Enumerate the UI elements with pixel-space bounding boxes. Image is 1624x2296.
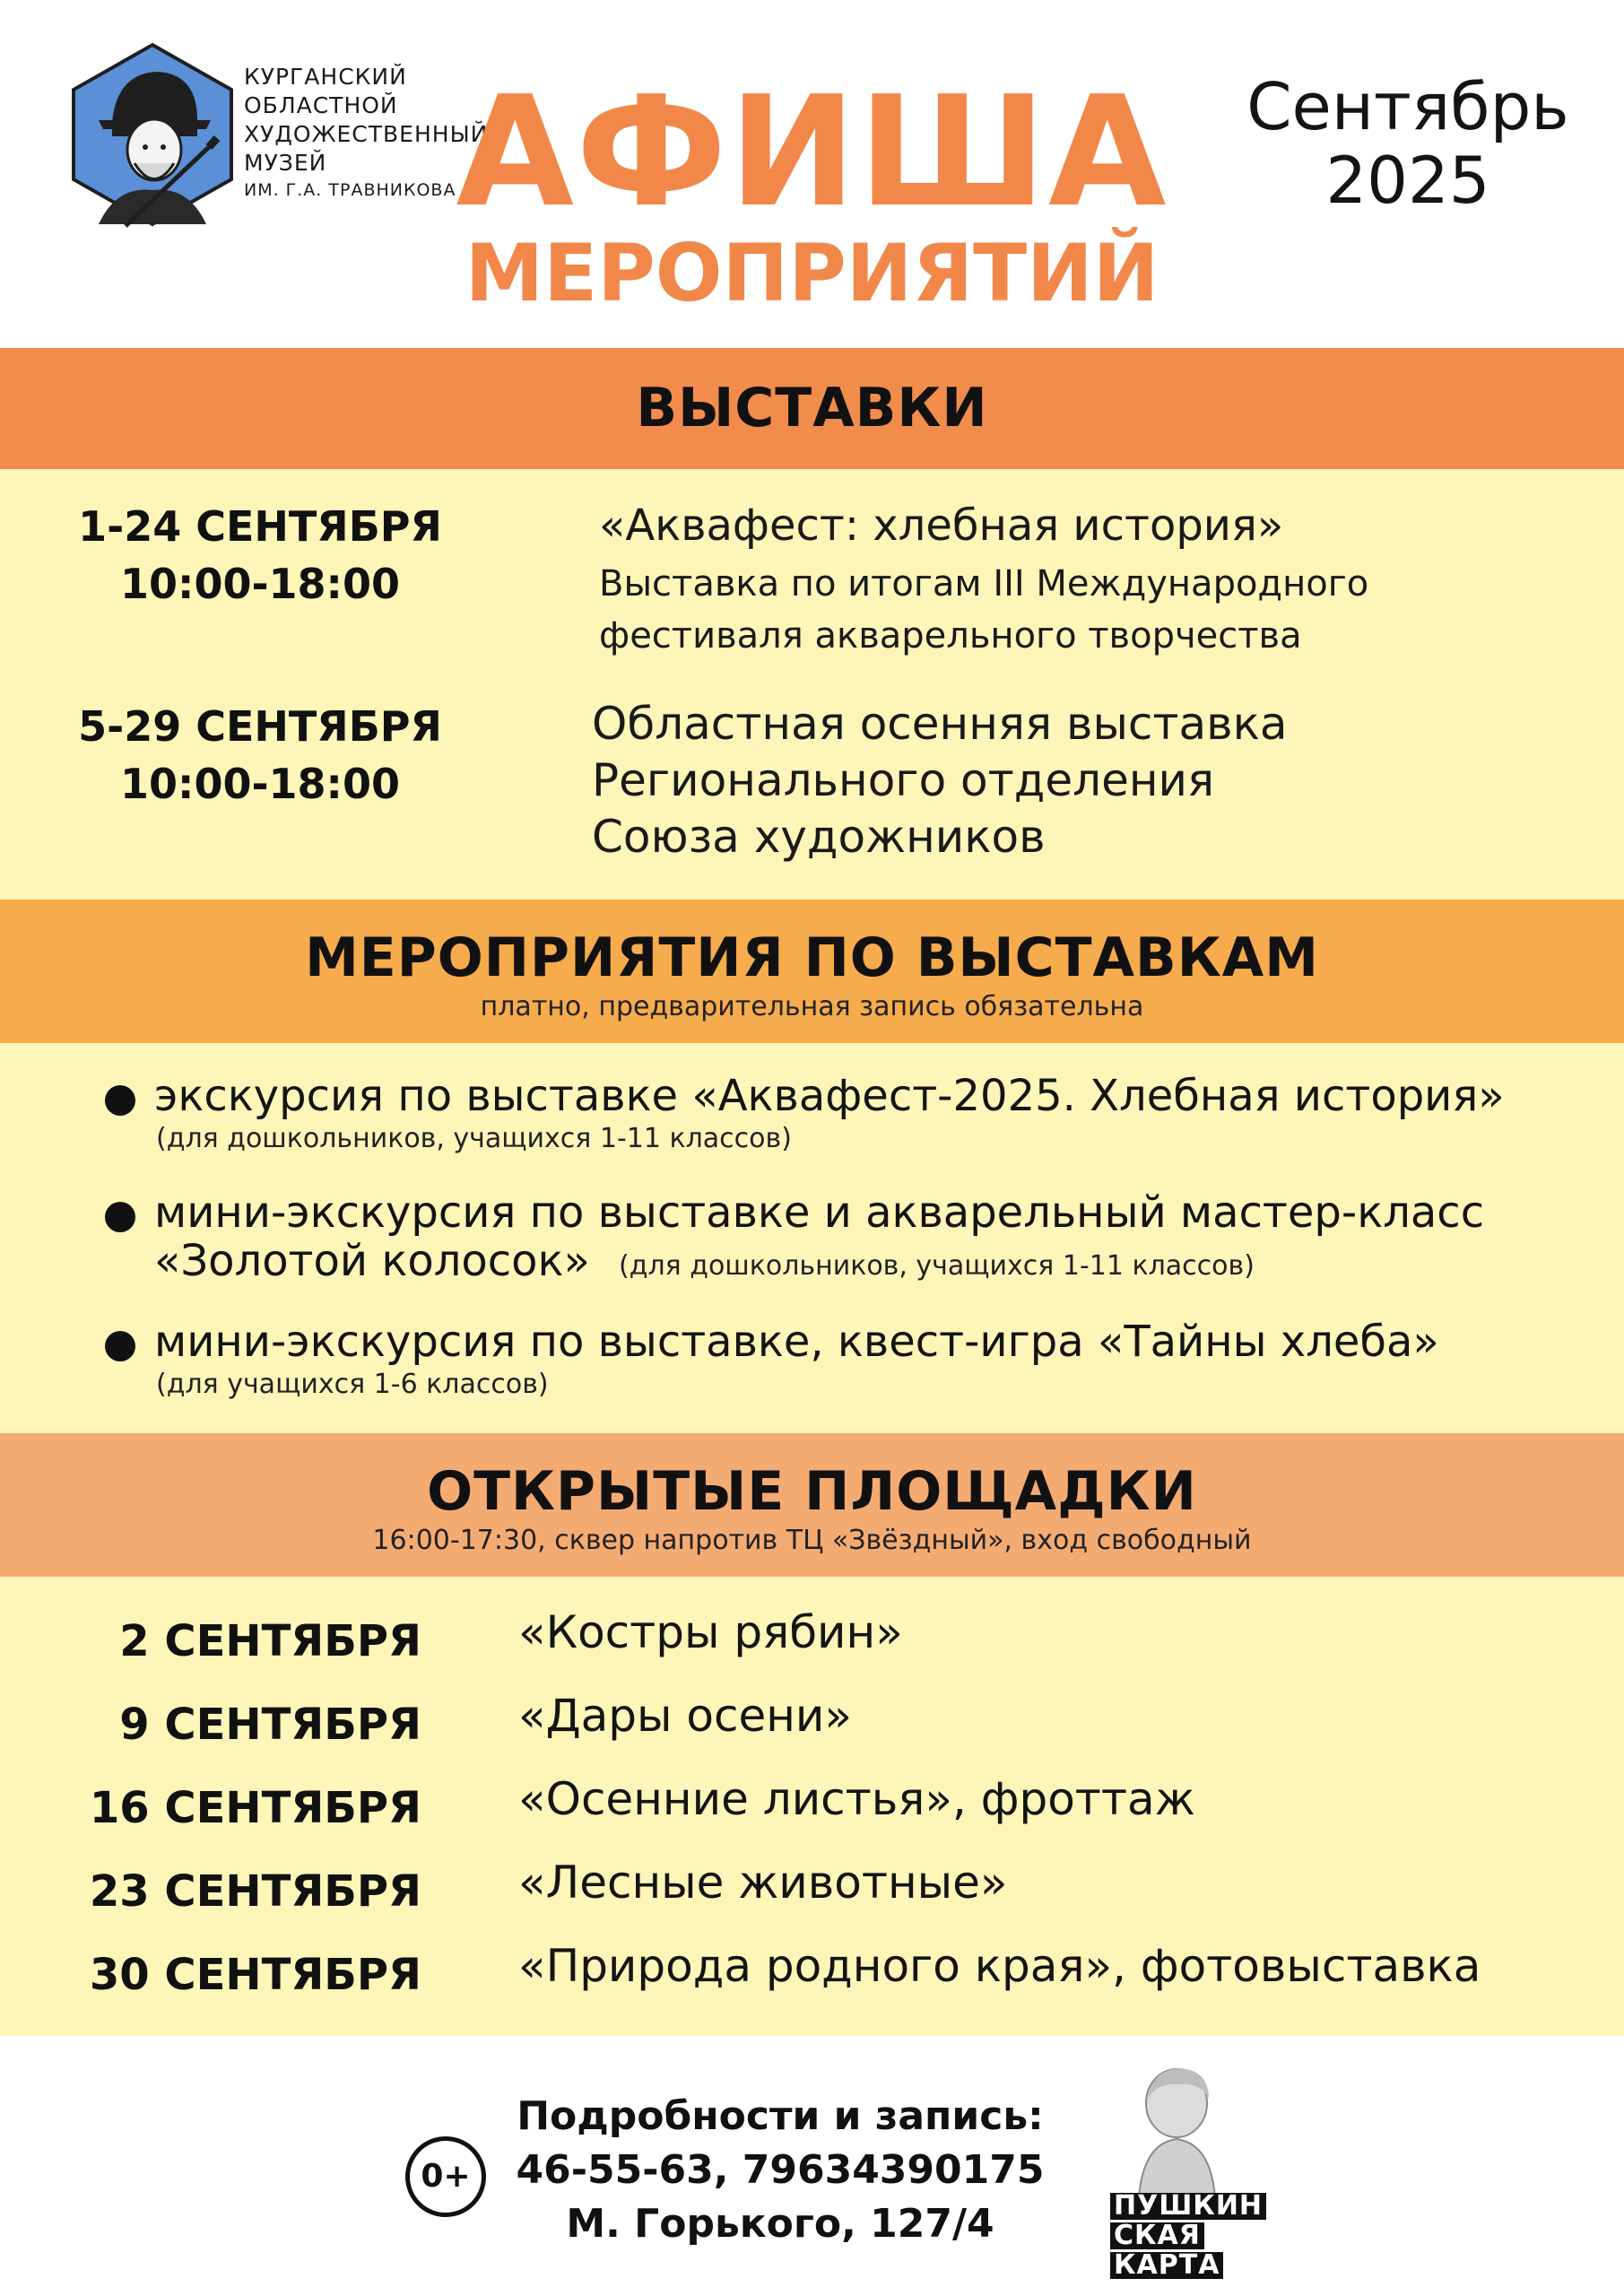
contacts-title: Подробности и запись: <box>517 2093 1044 2139</box>
museum-name-line: ХУДОЖЕСТВЕННЫЙ <box>244 121 489 147</box>
site-title: «Лесные животные» <box>518 1857 1008 1909</box>
museum-name-line: ИМ. Г.А. ТРАВНИКОВА <box>244 180 456 200</box>
exhibition-title-line: Областная осенняя выставка <box>592 698 1288 750</box>
site-title: «Дары осени» <box>518 1690 853 1742</box>
contacts-address: М. Горького, 127/4 <box>566 2201 994 2247</box>
site-date: 23 СЕНТЯБРЯ <box>89 1866 421 1917</box>
section-open-sites-header <box>0 1433 1624 1577</box>
museum-name-line: МУЗЕЙ <box>244 150 327 176</box>
event-title: экскурсия по выставке «Аквафест-2025. Хлебная история» <box>154 1071 1505 1121</box>
museum-name-line: КУРГАНСКИЙ <box>244 64 407 90</box>
site-title: «Осенние листья», фроттаж <box>518 1773 1195 1825</box>
exhibition-description-line: Выставка по итогам III Международного <box>599 563 1369 604</box>
bullet-icon <box>105 1085 135 1116</box>
exhibition-description-line: фестиваля акварельного творчества <box>599 615 1302 657</box>
month-label: Сентябрь <box>1246 69 1569 144</box>
exhibition-title: «Аквафест: хлебная история» <box>599 500 1284 551</box>
pushkin-card-line: ПУШКИН <box>1110 2193 1266 2220</box>
exhibition-title-line: Регионального отделения <box>592 754 1215 806</box>
event-title: мини-экскурсия по выставке, квест-игра «Тайны хлеба» <box>154 1317 1439 1367</box>
section-note: платно, предварительная запись обязательна <box>480 991 1144 1022</box>
museum-name-line: ОБЛАСТНОЙ <box>244 92 398 118</box>
section-exhibitions-header <box>0 348 1624 469</box>
month-year <box>1229 70 1587 217</box>
contacts-phones: 46-55-63, 79634390175 <box>516 2147 1045 2193</box>
event-title: мини-экскурсия по выставке и акварельный мастер-класс <box>154 1187 1485 1238</box>
bullet-icon <box>105 1202 135 1232</box>
site-title: «Природа родного края», фотовыставка <box>518 1940 1481 1992</box>
pushkin-card-line: СКАЯ <box>1110 2222 1204 2249</box>
site-date: 16 СЕНТЯБРЯ <box>89 1783 421 1833</box>
poster-subtitle: МЕРОПРИЯТИЙ <box>465 227 1159 319</box>
event-note: (для дошкольников, учащихся 1-11 классов) <box>619 1250 1255 1282</box>
section-title: ОТКРЫТЫЕ ПЛОЩАДКИ <box>427 1460 1197 1523</box>
exhibition-date-range: 1-24 СЕНТЯБРЯ <box>78 502 442 551</box>
age-rating-badge: 0+ <box>405 2136 486 2217</box>
exhibition-title <box>592 696 1288 865</box>
exhibition-date-range: 5-29 СЕНТЯБРЯ <box>78 702 442 751</box>
section-note: 16:00-17:30, сквер напротив ТЦ «Звёздный», вход свободный <box>372 1525 1252 1556</box>
pushkin-card-logo <box>1110 2190 1316 2282</box>
event-note: (для дошкольников, учащихся 1-11 классов) <box>156 1123 792 1154</box>
event-title: «Золотой колосок» <box>154 1236 590 1286</box>
site-date: 2 СЕНТЯБРЯ <box>119 1616 421 1666</box>
exhibition-hours: 10:00-18:00 <box>120 560 400 608</box>
section-title: ВЫСТАВКИ <box>636 377 988 439</box>
contacts-block <box>502 2090 1058 2251</box>
year-label: 2025 <box>1325 143 1490 218</box>
bullet-icon <box>105 1331 135 1361</box>
exhibition-dates <box>63 698 457 813</box>
section-title: МЕРОПРИЯТИЯ ПО ВЫСТАВКАМ <box>305 926 1319 989</box>
exhibition-description <box>599 558 1368 662</box>
event-note: (для учащихся 1-6 классов) <box>156 1369 549 1400</box>
exhibition-hours: 10:00-18:00 <box>120 760 400 808</box>
site-date: 30 СЕНТЯБРЯ <box>89 1950 421 2000</box>
poster-title: АФИША <box>456 64 1168 241</box>
pushkin-card-line: КАРТА <box>1110 2252 1223 2279</box>
site-title: «Костры рябин» <box>518 1606 903 1658</box>
exhibition-dates <box>63 498 457 613</box>
section-events-header <box>0 900 1624 1043</box>
exhibition-title-line: Союза художников <box>592 811 1046 863</box>
site-date: 9 СЕНТЯБРЯ <box>119 1700 421 1750</box>
